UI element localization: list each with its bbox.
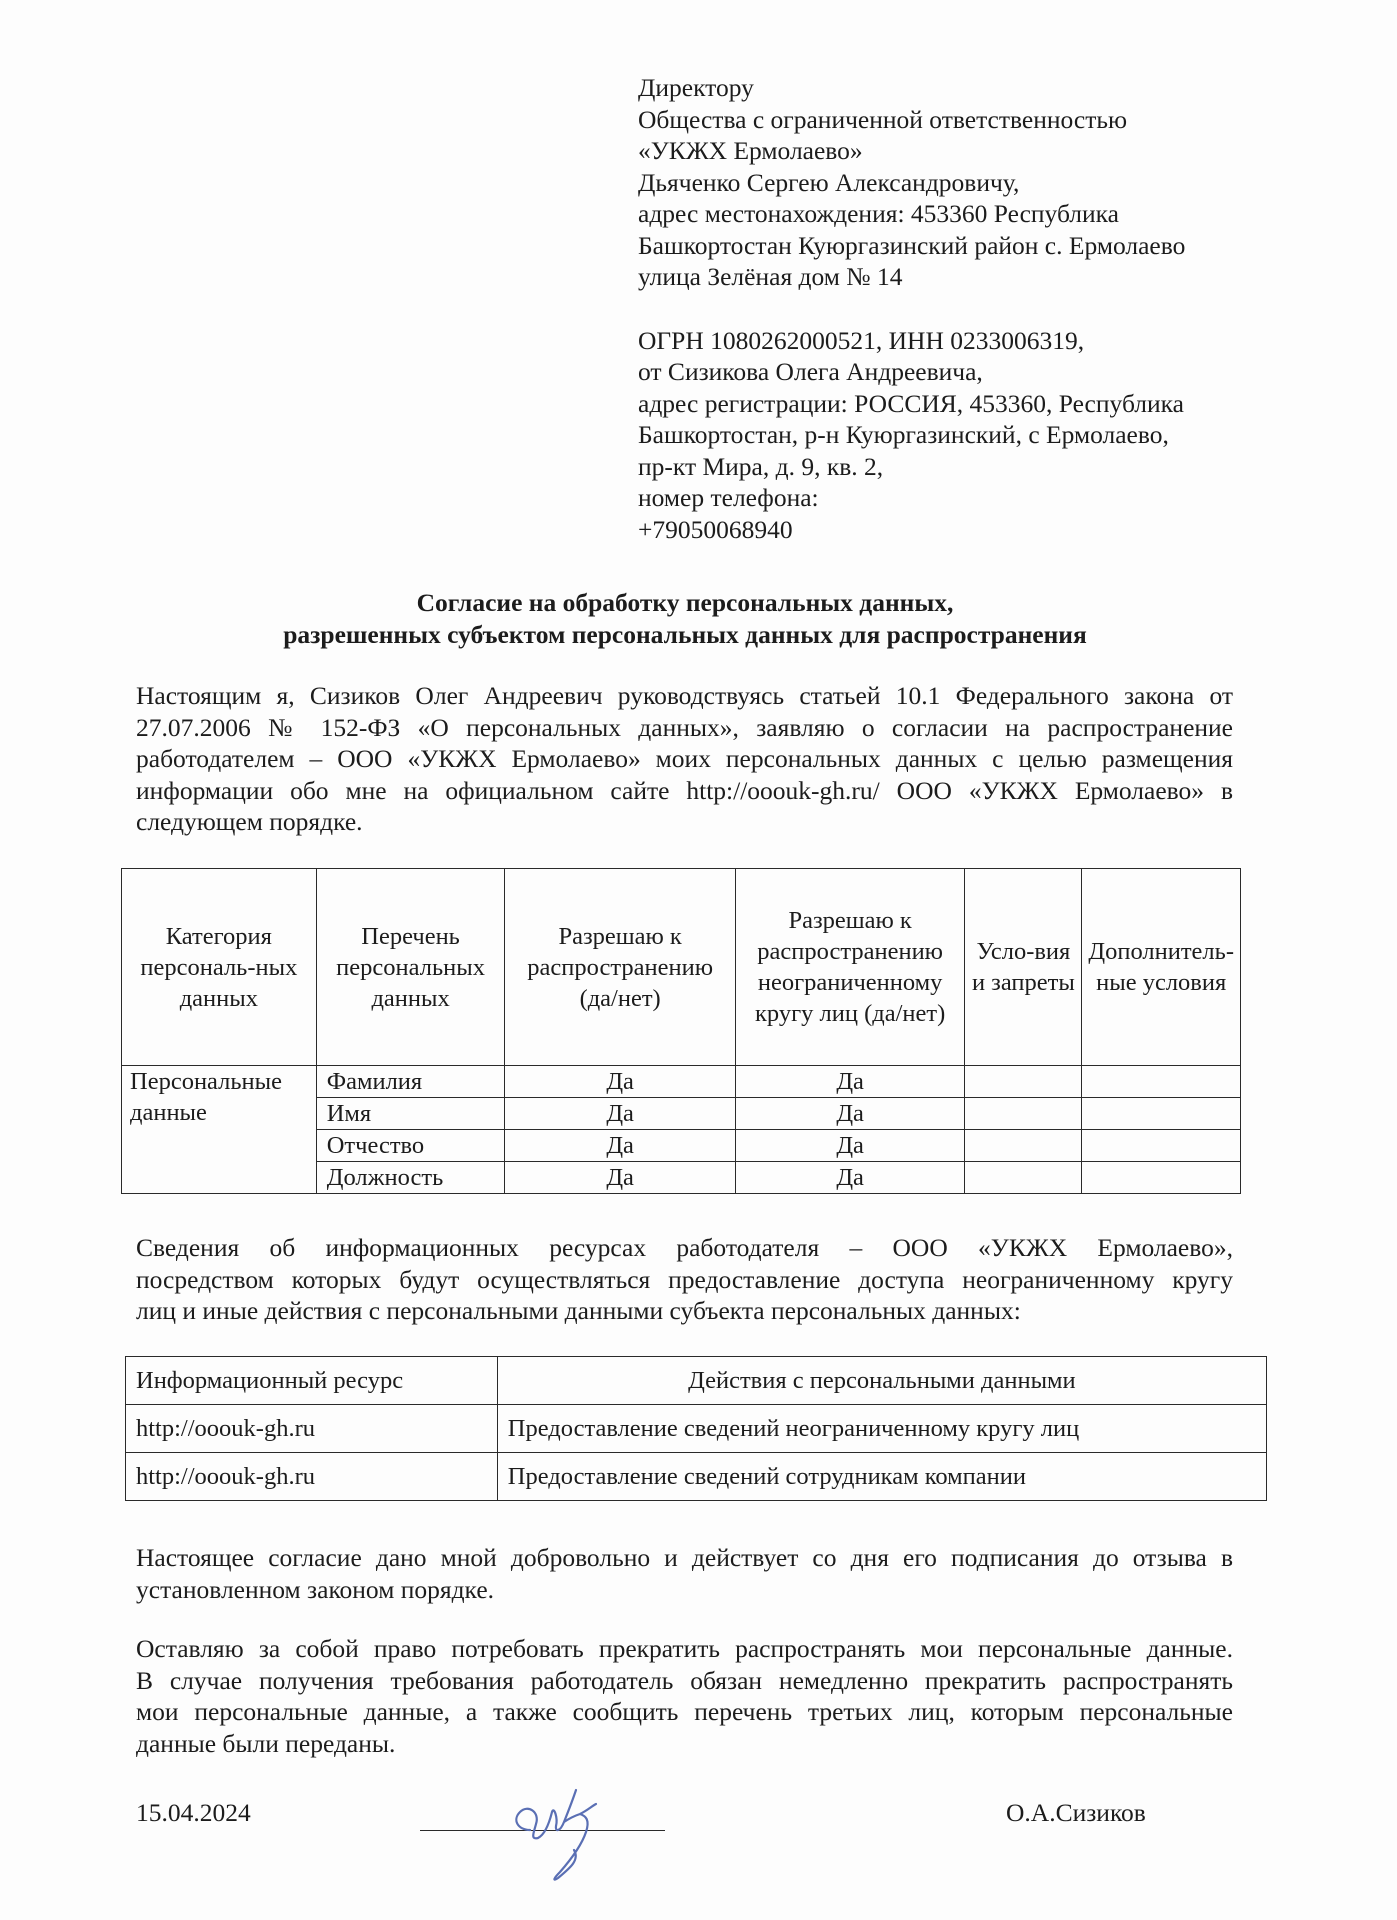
addressee-line: адрес местонахождения: 453360 Республика [638, 199, 1119, 228]
header-additional: Дополнитель-ные условия [1082, 869, 1241, 1066]
resource-cell: http://ooouk-gh.ru [126, 1453, 498, 1501]
validity-line: Настоящее согласие дано мной добровольно и действует со дня его подписания до отзыва в [136, 1543, 1233, 1572]
header-category: Категория персональ-ных данных [122, 869, 317, 1066]
item-cell: Фамилия [316, 1066, 505, 1098]
allow-unlimited-cell: Да [735, 1098, 965, 1130]
addressee-line: Общества с ограниченной ответственностью [638, 104, 1128, 134]
signer-name: О.А.Сизиков [1006, 1798, 1146, 1827]
resource-table [125, 1356, 1267, 1501]
allow-cell: Да [505, 1098, 735, 1130]
addressee-block [638, 72, 1338, 545]
addressee-line: Башкортостан Куюргазинский район с. Ермолаево [638, 230, 1186, 260]
addressee-line: улица Зелёная дом № 14 [638, 262, 903, 291]
sender-line: +79050068940 [638, 514, 793, 544]
revocation-line: мои персональные данные, а также сообщить перечень третьих лиц, которым персональные [136, 1697, 1233, 1726]
sender-line: ОГРН 1080262000521, ИНН 0233006319, [638, 325, 1085, 355]
revocation-line: В случае получения требования работодатель обязан немедленно прекратить распространять [136, 1665, 1233, 1695]
header-conditions: Усло-вия и запреты [965, 869, 1082, 1066]
intro-line: следующем порядке. [136, 807, 363, 836]
conditions-cell [965, 1130, 1082, 1162]
consent-table [121, 868, 1241, 1194]
intro-line: Настоящим я, Сизиков Олег Андреевич руководствуясь статьей 10.1 Федерального закона от [136, 681, 1233, 710]
item-cell: Отчество [316, 1130, 505, 1162]
header-allow-unlimited: Разрешаю к распространению неограниченному кругу лиц (да/нет) [735, 869, 965, 1066]
validity-paragraph [136, 1542, 1233, 1605]
addressee-line: Дьяченко Сергею Александровичу, [638, 167, 1020, 197]
header-actions: Действия с персональными данными [497, 1357, 1266, 1405]
intro-line: 27.07.2006 № 152-ФЗ «О персональных данных», заявляю о согласии на распространение [136, 712, 1233, 742]
title-line-2: разрешенных субъектом персональных данных для распространения [283, 619, 1087, 649]
conditions-cell [965, 1066, 1082, 1098]
allow-cell: Да [505, 1130, 735, 1162]
item-cell: Должность [316, 1162, 505, 1194]
additional-cell [1082, 1066, 1241, 1098]
addressee-gap [638, 293, 1338, 325]
header-resource: Информационный ресурс [126, 1357, 498, 1405]
consent-table-header-row [122, 869, 1241, 1066]
sender-line: от Сизикова Олега Андреевича, [638, 357, 983, 386]
conditions-cell [965, 1098, 1082, 1130]
intro-paragraph [136, 680, 1233, 838]
addressee-line: Директору [638, 73, 754, 102]
title-line-1: Согласие на обработку персональных данных, [416, 588, 954, 617]
conditions-cell [965, 1162, 1082, 1194]
signature-date: 15.04.2024 [136, 1798, 251, 1827]
allow-unlimited-cell: Да [735, 1130, 965, 1162]
resources-intro-paragraph [136, 1232, 1233, 1327]
resource-cell: http://ooouk-gh.ru [126, 1405, 498, 1453]
allow-cell: Да [505, 1162, 735, 1194]
resources-intro-line: Сведения об информационных ресурсах работодателя – ООО «УКЖХ Ермолаево», [136, 1233, 1233, 1262]
allow-unlimited-cell: Да [735, 1162, 965, 1194]
document-title [130, 587, 1240, 650]
item-cell: Имя [316, 1098, 505, 1130]
revocation-line: Оставляю за собой право потребовать прекратить распространять мои персональные данные. [136, 1634, 1233, 1663]
sender-line: Башкортостан, р-н Куюргазинский, с Ермолаево, [638, 420, 1169, 449]
resources-intro-line: посредством которых будут осуществляться предоставление доступа неограниченному кругу [136, 1264, 1233, 1294]
sender-line: номер телефона: [638, 483, 819, 512]
table-row [126, 1405, 1267, 1453]
table-row [126, 1453, 1267, 1501]
intro-line: работодателем – ООО «УКЖХ Ермолаево» моих персональных данных с целью размещения [136, 744, 1233, 773]
header-allow: Разрешаю к распространению (да/нет) [505, 869, 735, 1066]
action-cell: Предоставление сведений неограниченному кругу лиц [497, 1405, 1266, 1453]
additional-cell [1082, 1162, 1241, 1194]
sender-line: адрес регистрации: РОССИЯ, 453360, Республика [638, 388, 1184, 418]
resources-intro-line: лиц и иные действия с персональными данными субъекта персональных данных: [136, 1296, 1021, 1325]
additional-cell [1082, 1098, 1241, 1130]
header-data-list: Перечень персональных данных [316, 869, 505, 1066]
revocation-line: данные были переданы. [136, 1728, 396, 1758]
allow-cell: Да [505, 1066, 735, 1098]
validity-line: установленном законом порядке. [136, 1574, 495, 1604]
additional-cell [1082, 1130, 1241, 1162]
action-cell: Предоставление сведений сотрудникам компании [497, 1453, 1266, 1501]
intro-line: информации обо мне на официальном сайте http://ooouk-gh.ru/ ООО «УКЖХ Ермолаево» в [136, 775, 1233, 805]
table-row [122, 1066, 1241, 1098]
handwritten-signature [500, 1760, 640, 1900]
revocation-paragraph [136, 1633, 1233, 1759]
category-cell: Персональные данные [122, 1066, 317, 1194]
sender-line: пр-кт Мира, д. 9, кв. 2, [638, 451, 884, 481]
resource-table-header-row [126, 1357, 1267, 1405]
addressee-line: «УКЖХ Ермолаево» [638, 136, 863, 165]
allow-unlimited-cell: Да [735, 1066, 965, 1098]
